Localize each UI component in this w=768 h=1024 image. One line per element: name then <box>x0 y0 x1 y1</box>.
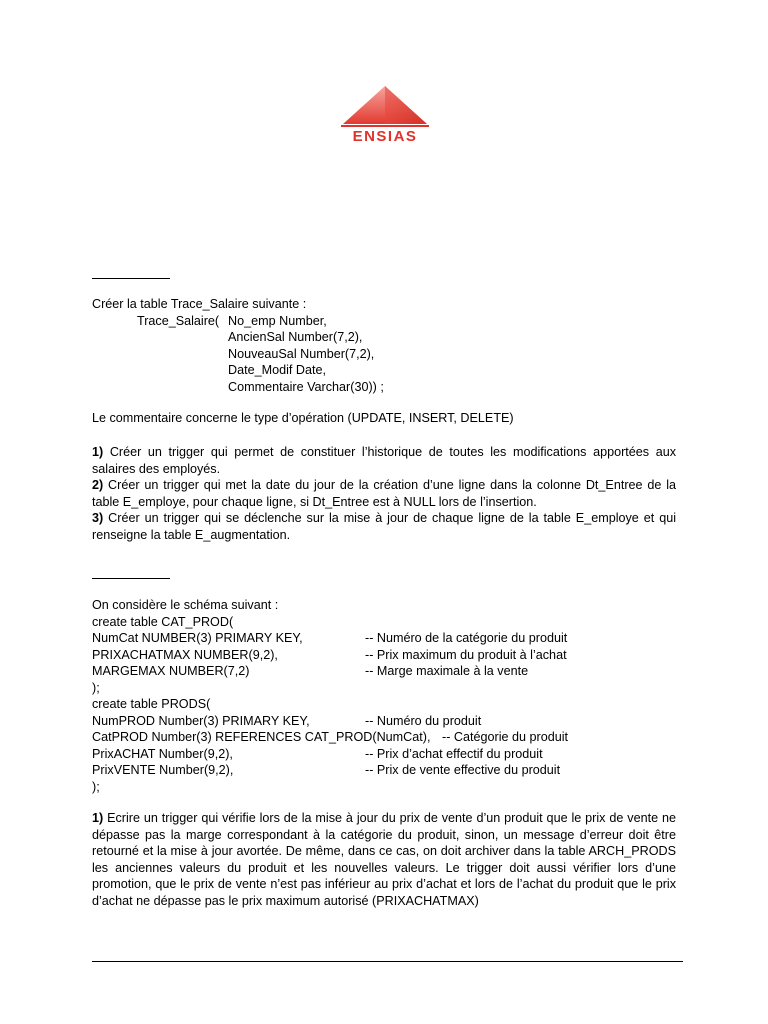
column-row <box>92 362 676 379</box>
schema-code: MARGEMAX NUMBER(7,2) <box>92 664 250 678</box>
column-row <box>92 346 676 363</box>
question-text: Créer un trigger qui met la date du jour de la création d’une ligne dans la colonne Dt_Entree de la table E_employe, pour chaque ligne, si Dt_Entree est à NULL lors de l’insertion. <box>92 478 677 509</box>
schema-row <box>92 713 676 730</box>
schema-comment: -- Catégorie du produit <box>442 730 569 744</box>
question-number: 2) <box>92 478 104 492</box>
schema-row <box>92 729 676 746</box>
schema-row <box>92 746 676 763</box>
question <box>92 477 676 510</box>
create-statement: create table CAT_PROD( <box>92 614 234 629</box>
question-number: 1) <box>92 445 104 459</box>
schema-code: NumCat NUMBER(3) PRIMARY KEY, <box>92 631 303 645</box>
question-number: 1) <box>92 811 104 825</box>
ensias-logo <box>337 84 433 146</box>
schema-comment: -- Numéro du produit <box>365 713 482 728</box>
schema-comment: -- Marge maximale à la vente <box>365 664 529 678</box>
close-statement: ); <box>92 779 100 794</box>
schema-row <box>92 663 676 680</box>
section-divider <box>92 278 170 279</box>
schema-code: PrixACHAT Number(9,2), <box>92 746 233 761</box>
schema-comment: -- Prix d’achat effectif du produit <box>365 746 543 761</box>
question-text: Créer un trigger qui se déclenche sur la mise à jour de chaque ligne de la table E_employe et qui renseigne la table E_augmentation. <box>92 511 676 542</box>
section-divider <box>92 578 170 579</box>
close-statement: ); <box>92 680 100 695</box>
table-name: Trace_Salaire( <box>137 313 220 328</box>
question <box>92 444 676 477</box>
schema-code: PRIXACHATMAX NUMBER(9,2), <box>92 647 278 662</box>
column-def: NouveauSal Number(7,2), <box>228 346 375 361</box>
question-text: Ecrire un trigger qui vérifie lors de la mise à jour du prix de vente d’un produit que le prix de vente ne dépasse pas la marge correspondant à la catégorie du produit, sinon, un message d’erreur doit être retourné et la mise à jour avortée. De même, dans ce cas, on doit archiver dans la table ARCH_PRODS les anciennes valeurs du produit et les nouvelles valeurs. Le trigger doit aussi vérifier lors d’une promotion, que le prix de vente n’est pas inférieur au prix d’achat et lors de l’achat du produit que le prix d’achat ne dépasse pas le prix maximum autorisé (PRIXACHATMAX) <box>92 811 677 908</box>
table-definition-line <box>92 313 676 330</box>
comment-note <box>92 410 676 427</box>
section-2-intro: On considère le schéma suivant : <box>92 598 279 612</box>
column-def: Date_Modif Date, <box>228 363 327 377</box>
column-def: AncienSal Number(7,2), <box>228 330 363 344</box>
schema-comment: -- Prix de vente effective du produit <box>365 763 561 777</box>
section-2-question <box>92 810 676 909</box>
schema-code: CatPROD Number(3) REFERENCES CAT_PROD(NumCat), <box>92 730 431 744</box>
footer-rule <box>92 961 683 962</box>
schema-comment: -- Prix maximum du produit à l’achat <box>365 647 567 662</box>
schema-row <box>92 647 676 664</box>
section-1-intro: Créer la table Trace_Salaire suivante : <box>92 297 307 311</box>
schema-code: NumPROD Number(3) PRIMARY KEY, <box>92 713 310 728</box>
schema-code: PrixVENTE Number(9,2), <box>92 763 234 777</box>
comment-note-text: Le commentaire concerne le type d’opération (UPDATE, INSERT, DELETE) <box>92 411 514 425</box>
question-number: 3) <box>92 511 104 525</box>
column-row <box>92 379 676 396</box>
logo-text: ENSIAS <box>352 128 418 145</box>
question-text: Créer un trigger qui permet de constituer l’historique de toutes les modifications apportées aux salaires des employés. <box>92 445 677 476</box>
column-def: Commentaire Varchar(30)) ; <box>228 379 384 394</box>
question <box>92 810 676 909</box>
column-def: No_emp Number, <box>228 313 327 328</box>
column-row <box>92 329 676 346</box>
question <box>92 510 676 543</box>
schema-row <box>92 630 676 647</box>
section-2 <box>92 597 676 795</box>
section-1-questions <box>92 444 676 543</box>
schema-comment: -- Numéro de la catégorie du produit <box>365 631 568 645</box>
create-statement: create table PRODS( <box>92 697 211 711</box>
section-1 <box>92 296 676 395</box>
schema-row <box>92 762 676 779</box>
logo-triangle-icon <box>337 84 433 130</box>
